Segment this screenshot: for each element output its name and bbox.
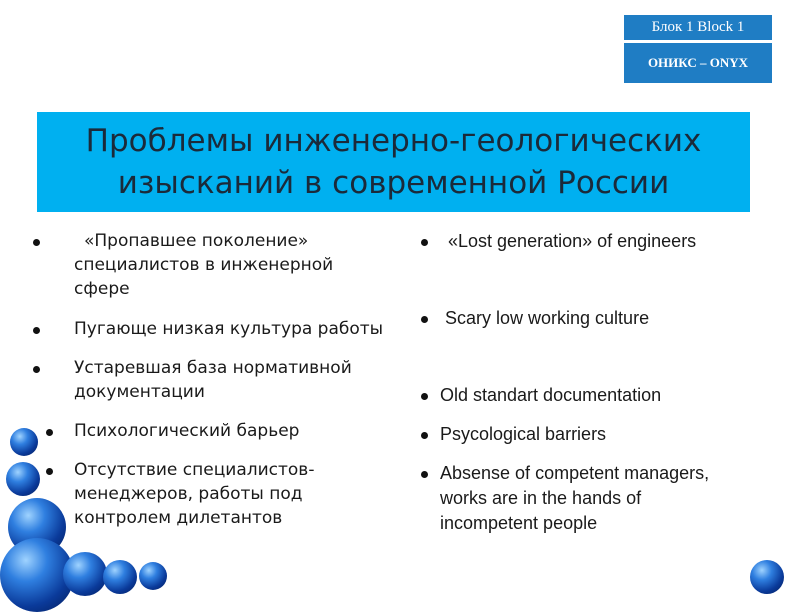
blue-sphere-icon [10, 428, 38, 456]
block-badge: Блок 1 Block 1 [624, 15, 772, 40]
ru-item-barrier [74, 419, 299, 443]
bullet-icon [46, 429, 53, 436]
en-item-documentation [440, 383, 661, 408]
ru-item-line: Пугающе низкая культура работы [74, 319, 384, 339]
ru-item-line: контролем дилетантов [74, 508, 283, 528]
ru-item-line: менеджеров, работы под [74, 484, 303, 504]
blue-sphere-icon [63, 552, 107, 596]
ru-item-line: специалистов в инженерной [74, 255, 334, 275]
en-item-line: Psycological barriers [440, 424, 607, 444]
ru-item-line: сфере [74, 279, 130, 299]
bullet-icon [421, 393, 428, 400]
en-item-line: Old standart documentation [440, 385, 662, 405]
blue-sphere-icon [750, 560, 784, 594]
bullet-icon [421, 432, 428, 439]
ru-item-line: Отсутствие специалистов- [74, 460, 315, 480]
company-badge: ОНИКС – ONYX [624, 43, 772, 83]
en-item-line: «Lost generation» of engineers [448, 231, 697, 251]
title-band [37, 112, 750, 212]
bullet-icon [46, 468, 53, 475]
en-item-line: incompetent people [440, 513, 598, 533]
ru-item-line: Психологический барьер [74, 421, 300, 441]
bullet-icon [33, 327, 40, 334]
en-item-managers [440, 461, 709, 536]
en-item-barriers [440, 422, 606, 447]
bullet-icon [421, 316, 428, 323]
bullet-icon [33, 366, 40, 373]
ru-item-lost-generation [74, 229, 333, 301]
blue-sphere-icon [139, 562, 167, 590]
ru-item-line: Устаревшая база нормативной [74, 358, 352, 378]
en-item-culture [445, 306, 649, 331]
en-item-line: works are in the hands of [440, 488, 642, 508]
ru-item-culture [74, 317, 383, 341]
bullet-icon [33, 239, 40, 246]
ru-item-line: документации [74, 382, 205, 402]
title-line-2: изысканий в современной России [117, 165, 670, 201]
en-item-line: Scary low working culture [445, 308, 650, 328]
title-line-1: Проблемы инженерно-геологических [85, 123, 702, 159]
ru-item-managers [74, 458, 314, 530]
ru-item-line: «Пропавшее поколение» [84, 231, 309, 251]
ru-item-documentation [74, 356, 352, 404]
bullet-icon [421, 471, 428, 478]
bullet-icon [421, 239, 428, 246]
en-item-line: Absense of competent managers, [440, 463, 710, 483]
blue-sphere-icon [6, 462, 40, 496]
en-item-lost-generation [448, 229, 696, 254]
blue-sphere-icon [103, 560, 137, 594]
